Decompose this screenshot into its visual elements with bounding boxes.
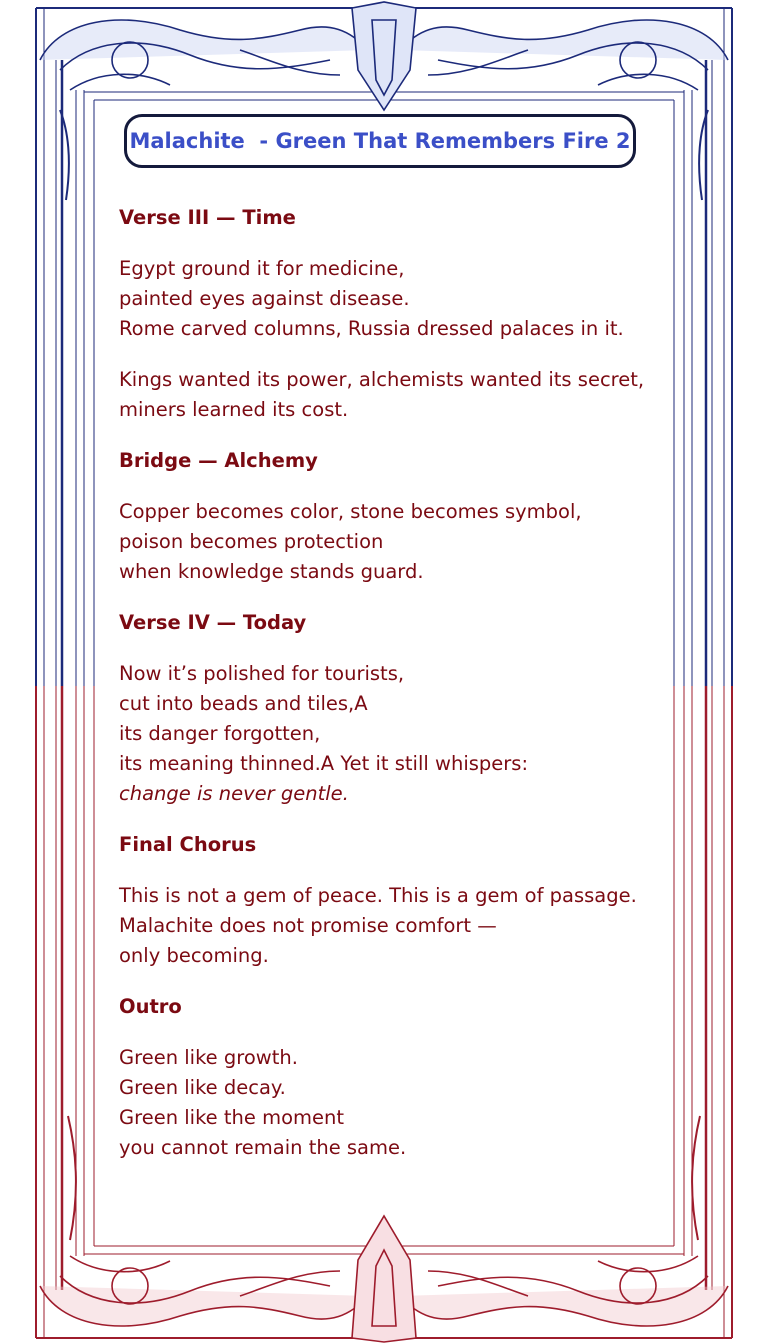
poem-line: painted eyes against disease. bbox=[119, 287, 410, 310]
poem-line-italic: change is never gentle. bbox=[119, 782, 349, 805]
poem-line: miners learned its cost. bbox=[119, 398, 349, 421]
poem-line: cut into beads and tiles,A bbox=[119, 692, 368, 715]
poem-line: Now it’s polished for tourists, bbox=[119, 662, 405, 685]
poem-line: Green like growth. bbox=[119, 1046, 298, 1069]
section-heading: Bridge — Alchemy bbox=[119, 449, 318, 472]
poem-line: only becoming. bbox=[119, 944, 269, 967]
poem-line: poison becomes protection bbox=[119, 530, 384, 553]
poem-line: its danger forgotten, bbox=[119, 722, 321, 745]
section-heading: Verse III — Time bbox=[119, 206, 296, 229]
section-heading: Final Chorus bbox=[119, 833, 257, 856]
section-heading: Verse IV — Today bbox=[119, 611, 307, 634]
poem-line: you cannot remain the same. bbox=[119, 1136, 407, 1159]
poem-line: Rome carved columns, Russia dressed palaces in it. bbox=[119, 317, 624, 340]
poem-line: its meaning thinned.A Yet it still whispers: bbox=[119, 752, 529, 775]
poem-line: when knowledge stands guard. bbox=[119, 560, 424, 583]
poem-line: Malachite does not promise comfort — bbox=[119, 914, 497, 937]
poem-line: Egypt ground it for medicine, bbox=[119, 257, 405, 280]
poem-line: Green like the moment bbox=[119, 1106, 345, 1129]
top-ornament bbox=[40, 2, 728, 200]
poem-body bbox=[119, 203, 659, 1163]
poem-line: This is not a gem of peace. This is a gem of passage. bbox=[119, 884, 637, 907]
poem-line: Green like decay. bbox=[119, 1076, 286, 1099]
page-title: Malachite - Green That Remembers Fire 2 bbox=[129, 129, 631, 153]
poem-line: Copper becomes color, stone becomes symbol, bbox=[119, 500, 582, 523]
poem-line: Kings wanted its power, alchemists wanted its secret, bbox=[119, 368, 645, 391]
title-box bbox=[124, 114, 636, 168]
section-heading: Outro bbox=[119, 995, 182, 1018]
